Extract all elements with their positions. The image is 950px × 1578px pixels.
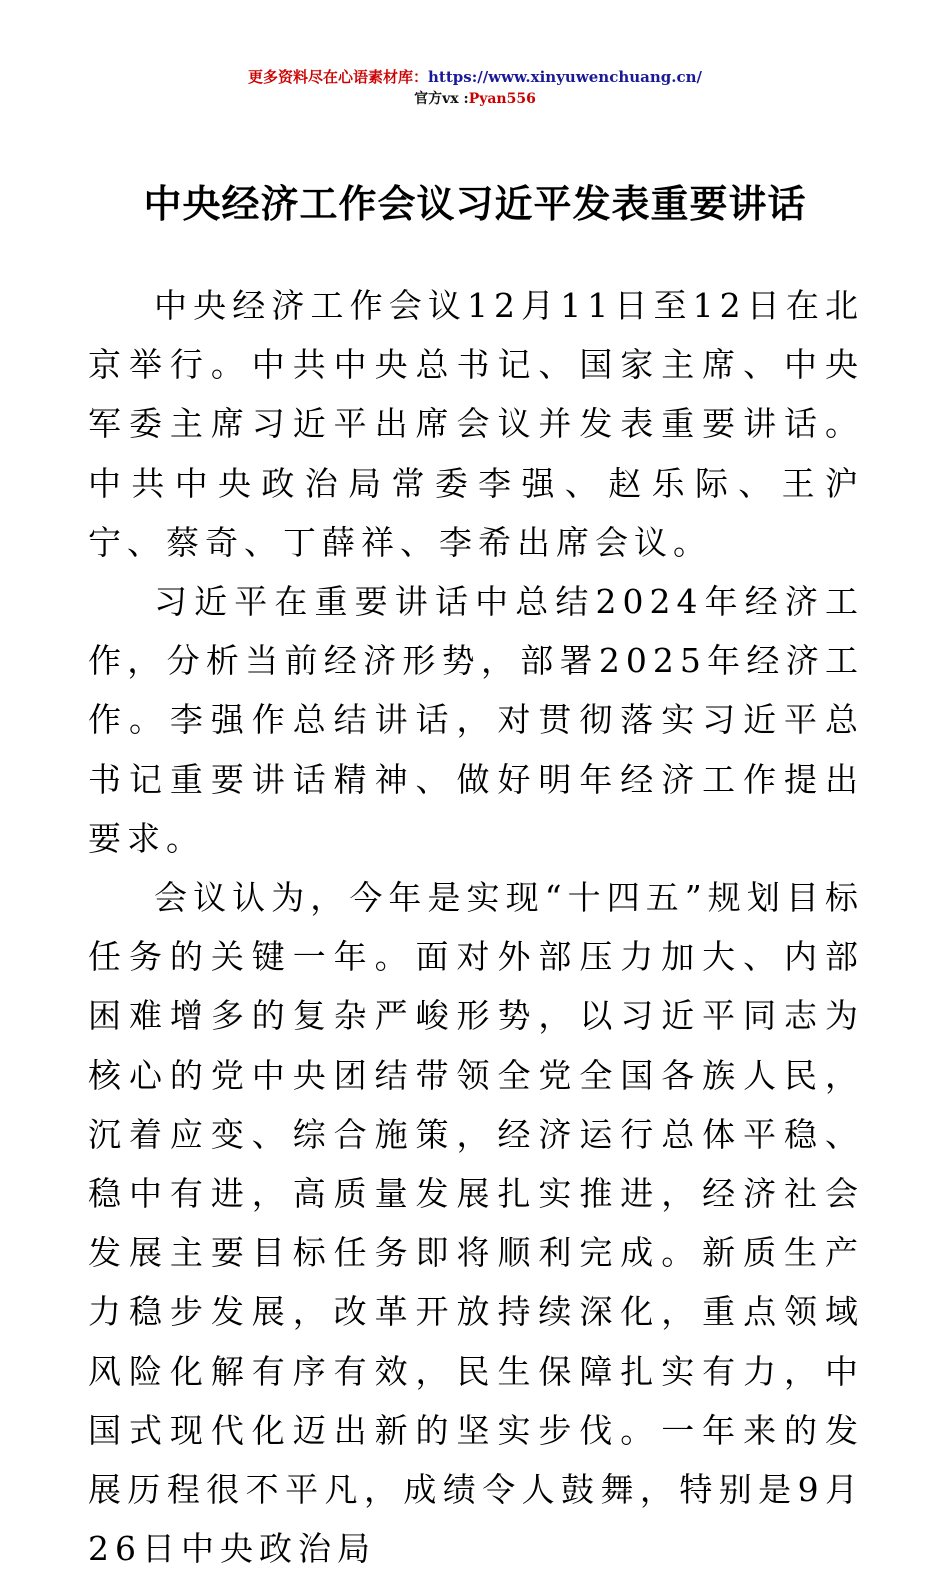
header-source-line: [0, 66, 950, 88]
document-title: 中央经济工作会议习近平发表重要讲话: [143, 181, 807, 226]
paragraph: 会议认为，今年是实现“十四五”规划目标任务的关键一年。面对外部压力加大、内部困难增多的复杂严峻形势，以习近平同志为核心的党中央团结带领全党全国各族人民，沉着应变、综合施策，经济运行总体平稳、稳中有进，高质量发展扎实推进，经济社会发展主要目标任务即将顺利完成。新质生产力稳步发展，改革开放持续深化，重点领域风险化解有序有效，民生保障扎实有力，中国式现代化迈出新的坚实步伐。一年来的发展历程很不平凡，成绩令人鼓舞，特别是9月26日中央政治局: [88, 878, 864, 1569]
header-contact-line: [0, 88, 950, 110]
page-header: [0, 66, 950, 110]
paragraph: 中央经济工作会议12月11日至12日在北京举行。中共中央总书记、国家主席、中央军委主席习近平出席会议并发表重要讲话。中共中央政治局常委李强、赵乐际、王沪宁、蔡奇、丁薛祥、李希出席会议。: [88, 286, 864, 562]
document-body: [88, 276, 864, 1578]
header-contact-handle: Pyan556: [468, 91, 536, 107]
paragraph: 习近平在重要讲话中总结2024年经济工作，分析当前经济形势，部署2025年经济工作。李强作总结讲话，对贯彻落实习近平总书记重要讲话精神、做好明年经济工作提出要求。: [88, 582, 864, 858]
header-contact-label: 官方vx :: [414, 91, 469, 107]
header-source-link[interactable]: https://www.xinyuwenchuang.cn/: [428, 68, 702, 86]
header-source-label: 更多资料尽在心语素材库：: [248, 68, 429, 86]
